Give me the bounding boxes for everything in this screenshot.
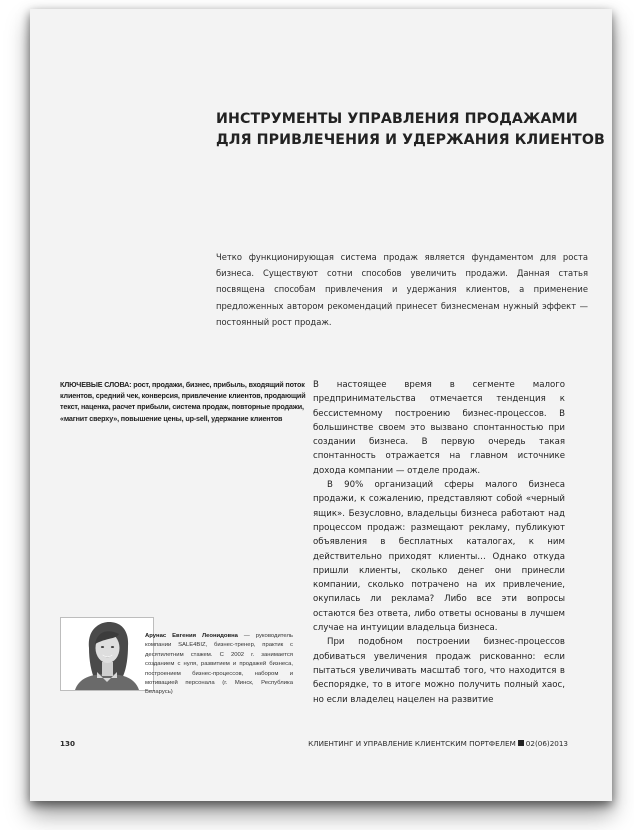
page-footer — [60, 739, 568, 751]
square-separator-icon — [518, 740, 524, 746]
author-name: Арунас Евгения Леонидовна — [145, 633, 238, 639]
body-paragraph-1: В настоящее время в сегменте малого предпринимательства отмечается тенденция к бессистемному построению бизнес-процессов. В большинстве своем это вызвано спонтанностью при создании бизнеса. В первую очередь такая спонтанность отражается на главном источнике дохода компании — отделе продаж. — [313, 380, 565, 476]
journal-running-head — [308, 739, 568, 748]
journal-name: КЛИЕНТИНГ И УПРАВЛЕНИЕ КЛИЕНТСКИМ ПОРТФЕЛЕМ — [308, 739, 516, 748]
keywords-block: КЛЮЧЕВЫЕ СЛОВА: рост, продажи, бизнес, прибыль, входящий поток клиентов, средний чек, конверсия, привлечение клиентов, продающий текст, наценка, расчет прибыли, система продаж, повторные продажи, «магнит сверху», повышение цены, up-sell, удержание клиентов — [60, 380, 306, 423]
author-bio — [145, 632, 293, 698]
author-portrait-image — [61, 618, 153, 690]
author-description: — руководитель компании SALE4BIZ, бизнес-тренер, практик с десятилетним стажем. С 2002 г. занимается созданием с нуля, развитием и продажей бизнеса, построением бизнес-процессов, набором и мотивацией персонала (г. Минск, Республика Беларусь) — [145, 633, 293, 696]
article-body — [313, 378, 565, 707]
article-lead: Четко функционирующая система продаж является фундаментом для роста бизнеса. Существуют сотни способов увеличить продажи. Данная статья посвящена способам привлечения и удержания клиентов, а применение предложенных автором рекомендаций принесет бизнесменам нужный эффект — постоянный рост продаж. — [216, 252, 588, 327]
title-line-2: ДЛЯ ПРИВЛЕЧЕНИЯ И УДЕРЖАНИЯ КЛИЕНТОВ — [216, 132, 605, 148]
body-paragraph-3: При подобном построении бизнес-процессов добиваться увеличения продаж рискованно: если пытаться увеличивать масштаб того, что находится в беспорядке, то в итоге можно получить полный хаос, но если владелец нацелен на развитие — [313, 637, 565, 705]
page-number: 130 — [60, 739, 76, 748]
author-photo — [60, 617, 154, 691]
title-line-1: ИНСТРУМЕНТЫ УПРАВЛЕНИЯ ПРОДАЖАМИ — [216, 111, 578, 127]
body-paragraph-2: В 90% организаций сферы малого бизнеса продажи, к сожалению, представляют собой «черный ящик». Безусловно, владельцы бизнеса работают над процессом продаж: размещают рекламу, публикуют объявления в бесплатных каталогах, к ним действительно приходят клиенты… Однако откуда пришли клиенты, сколько денег они принесли компании, сколько потрачено на их привлечение, окупилась ли реклама? Либо все эти вопросы остаются без ответа, либо ответы основаны в лучшем случае на интуиции владельца бизнеса. — [313, 480, 565, 634]
article-title — [216, 109, 605, 151]
journal-issue: 02(06)2013 — [525, 739, 568, 748]
